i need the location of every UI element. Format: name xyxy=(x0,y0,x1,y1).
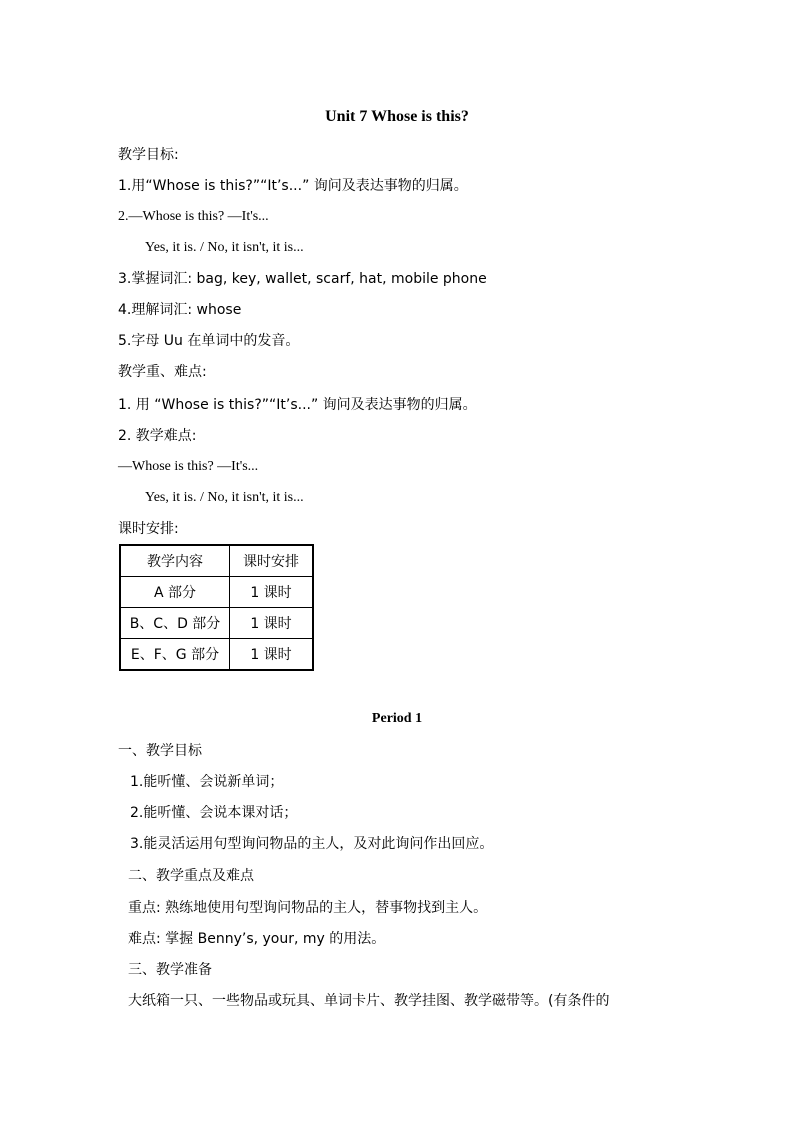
table-cell: 1 课时 xyxy=(230,639,314,671)
table-header-row xyxy=(120,545,313,577)
objective-item-2: 2.—Whose is this? —It's... xyxy=(118,209,269,224)
section-1-heading: 一、教学目标 xyxy=(118,743,202,759)
key-point-dialog-answer: Yes, it is. / No, it isn't, it is... xyxy=(145,490,304,505)
section-1-item-3: 3.能灵活运用句型询问物品的主人，及对此询问作出回应。 xyxy=(130,836,494,852)
table-cell: B、C、D 部分 xyxy=(120,608,230,639)
table-cell: 1 课时 xyxy=(230,577,314,608)
schedule-table xyxy=(119,544,314,671)
objective-item-2-answer: Yes, it is. / No, it isn't, it is... xyxy=(145,240,304,255)
table-row xyxy=(120,608,313,639)
schedule-heading: 课时安排: xyxy=(118,521,179,537)
section-1-item-1: 1.能听懂、会说新单词； xyxy=(130,774,284,790)
table-cell: 1 课时 xyxy=(230,608,314,639)
objective-item-3: 3.掌握词汇: bag, key, wallet, scarf, hat, mobile phone xyxy=(118,271,487,287)
period-title: Period 1 xyxy=(371,711,423,726)
objectives-heading: 教学目标: xyxy=(118,147,179,163)
key-point-item-1: 1. 用 “Whose is this?”“It’s...” 询问及表达事物的归属。 xyxy=(118,397,477,413)
table-cell: A 部分 xyxy=(120,577,230,608)
section-2-item-2: 难点: 掌握 Benny’s, your, my 的用法。 xyxy=(128,931,386,947)
key-points-heading: 教学重、难点: xyxy=(118,364,207,380)
objective-item-5: 5.字母 Uu 在单词中的发音。 xyxy=(118,333,300,349)
section-3-item-1: 大纸箱一只、一些物品或玩具、单词卡片、教学挂图、教学磁带等。(有条件的 xyxy=(128,993,610,1009)
table-cell: E、F、G 部分 xyxy=(120,639,230,671)
table-row xyxy=(120,639,313,671)
table-header-cell: 教学内容 xyxy=(120,545,230,577)
key-point-dialog: —Whose is this? —It's... xyxy=(118,459,259,474)
document-title: Unit 7 Whose is this? xyxy=(325,108,469,125)
table-header-cell: 课时安排 xyxy=(230,545,314,577)
section-1-item-2: 2.能听懂、会说本课对话； xyxy=(130,805,298,821)
table-row xyxy=(120,577,313,608)
objective-item-4: 4.理解词汇: whose xyxy=(118,302,242,318)
objective-item-1: 1.用“Whose is this?”“It’s...” 询问及表达事物的归属。 xyxy=(118,178,468,194)
section-3-heading: 三、教学准备 xyxy=(128,962,212,978)
section-2-item-1: 重点: 熟练地使用句型询问物品的主人，替事物找到主人。 xyxy=(128,900,488,916)
section-2-heading: 二、教学重点及难点 xyxy=(128,868,254,884)
key-point-item-2: 2. 教学难点: xyxy=(118,428,197,444)
